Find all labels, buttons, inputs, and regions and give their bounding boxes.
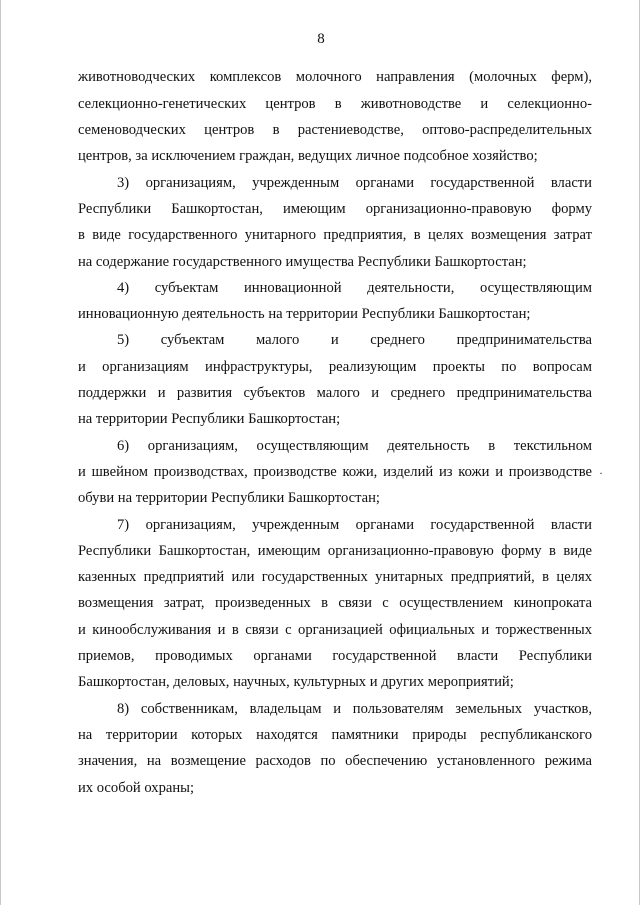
text-line: семеноводческих центров в растениеводстве, оптово-распределительных bbox=[78, 122, 592, 138]
paragraph-7-first-line: 7) организациям, учрежденным органами государственной власти bbox=[117, 517, 592, 533]
text-line: инновационную деятельность на территории Республики Башкортостан; bbox=[78, 306, 531, 322]
text-line: на содержание государственного имущества Республики Башкортостан; bbox=[78, 254, 527, 270]
text-line: центров, за исключением граждан, ведущих личное подсобное хозяйство; bbox=[78, 148, 538, 164]
text-line: возмещения затрат, произведенных в связи с осуществлением кинопроката bbox=[78, 595, 592, 611]
text-line: и кинообслуживания и в связи с организацией официальных и торжественных bbox=[78, 622, 592, 638]
text-line: на территории Республики Башкортостан; bbox=[78, 411, 341, 427]
page-number: 8 bbox=[317, 31, 325, 47]
text-line: Башкортостан, деловых, научных, культурных и других мероприятий; bbox=[78, 674, 514, 690]
text-line: селекционно-генетических центров в животноводстве и селекционно- bbox=[78, 96, 592, 112]
text-line: Республики Башкортостан, имеющим организационно-правовую форму bbox=[78, 201, 592, 217]
text-line: обуви на территории Республики Башкортостан; bbox=[78, 490, 380, 506]
paragraph-4-first-line: 4) субъектам инновационной деятельности, осуществляющим bbox=[117, 280, 592, 296]
text-line: и организациям инфраструктуры, реализующим проекты по вопросам bbox=[78, 359, 592, 375]
text-line: поддержки и развития субъектов малого и среднего предпринимательства bbox=[78, 385, 592, 401]
text-line: казенных предприятий или государственных унитарных предприятий, в целях bbox=[78, 569, 592, 585]
text-line: и швейном производствах, производстве кожи, изделий из кожи и производстве bbox=[78, 464, 592, 480]
paragraph-6-first-line: 6) организациям, осуществляющим деятельность в текстильном bbox=[117, 438, 592, 454]
paragraph-5-first-line: 5) субъектам малого и среднего предпринимательства bbox=[117, 332, 592, 348]
text-line: приемов, проводимых органами государственной власти Республики bbox=[78, 648, 592, 664]
paragraph-8-first-line: 8) собственникам, владельцам и пользователям земельных участков, bbox=[117, 701, 592, 717]
text-line: значения, на возмещение расходов по обеспечению установленного режима bbox=[78, 753, 592, 769]
text-line: Республики Башкортостан, имеющим организационно-правовую форму в виде bbox=[78, 543, 592, 559]
text-line: их особой охраны; bbox=[78, 780, 195, 796]
text-line: в виде государственного унитарного предприятия, в целях возмещения затрат bbox=[78, 227, 592, 243]
paragraph-3-first-line: 3) организациям, учрежденным органами государственной власти bbox=[117, 175, 592, 191]
text-line: на территории которых находятся памятники природы республиканского bbox=[78, 727, 592, 743]
text-line: животноводческих комплексов молочного направления (молочных ферм), bbox=[78, 69, 592, 85]
scan-speck: · bbox=[599, 466, 603, 480]
